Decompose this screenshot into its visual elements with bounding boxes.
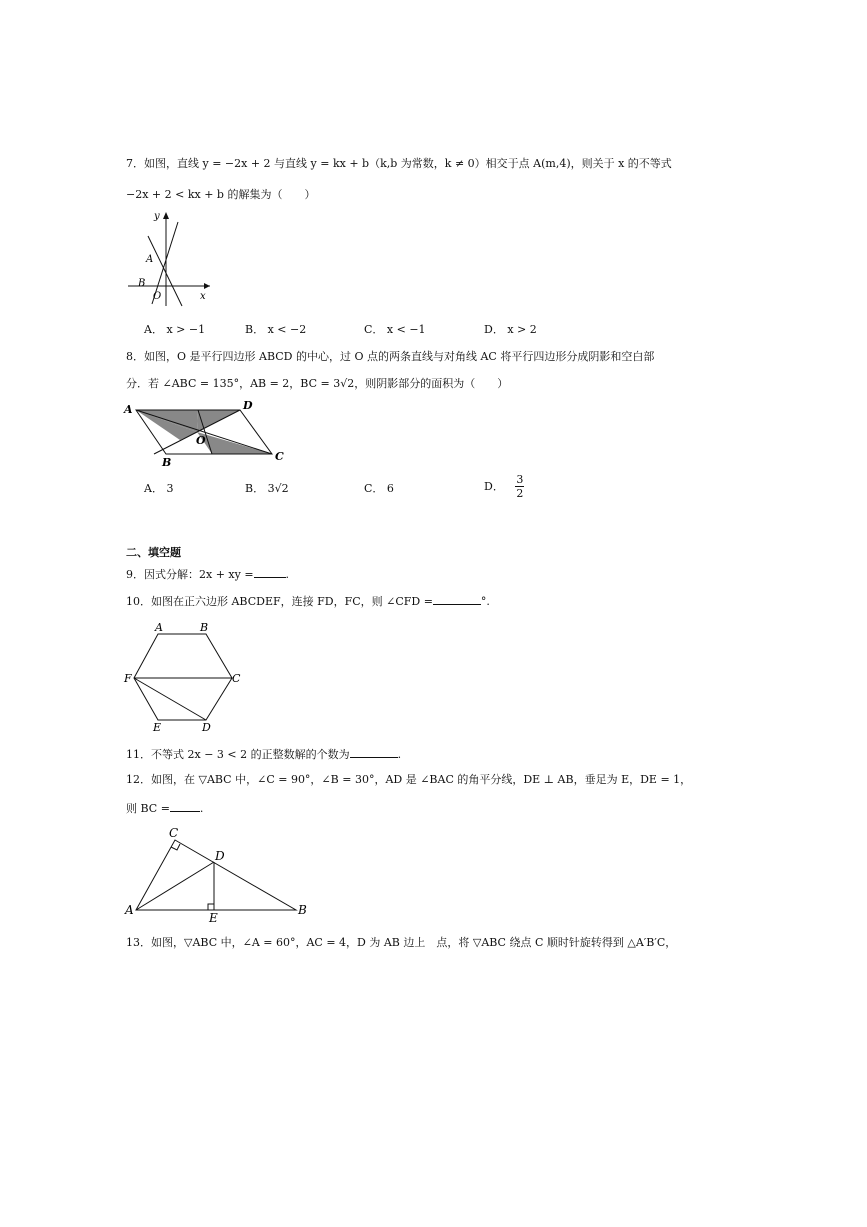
q12-line2 (126, 800, 203, 817)
q12-label-E: E (209, 911, 218, 922)
q7-line1: 7．如图，直线 y = −2x + 2 与直线 y = kx + b（k,b 为常数，k ≠ 0）相交于点 A(m,4)，则关于 x 的不等式 (126, 157, 672, 170)
q10-label-D: D (202, 721, 211, 732)
q12-line1: 12．如图，在 ▽ABC 中，∠C = 90°，∠B = 30°，AD 是 ∠BAC 的角平分线，DE ⊥ AB，垂足为 E，DE = 1， (126, 773, 692, 786)
q12-label-B: B (298, 903, 307, 917)
q12-figure (122, 824, 314, 922)
q7-option-a[interactable]: A． x > −1 (144, 323, 206, 336)
q8-label-O: O (196, 434, 206, 447)
q10-label-B: B (200, 621, 209, 634)
q12-text: 则 BC = (126, 802, 170, 815)
q7-label-A: A (146, 254, 154, 265)
q10-label-E: E (153, 721, 162, 732)
q10-text: 10．如图在正六边形 ABCDEF，连接 FD，FC，则 ∠CFD = (126, 595, 433, 608)
q8-label-A: A (124, 403, 133, 416)
q12-label-D: D (215, 849, 225, 863)
q12-suffix: . (199, 802, 204, 815)
q7-option-b[interactable]: B． x < −2 (245, 323, 307, 336)
q8-option-d-denominator: 2 (516, 487, 524, 500)
q8-option-c[interactable]: C． 6 (364, 482, 394, 495)
q8-line2: 分．若 ∠ABC = 135°，AB = 2，BC = 3√2，则阴影部分的面积为（ ） (126, 377, 509, 390)
q10-label-C: C (232, 672, 241, 685)
q12-answer-blank[interactable] (170, 800, 200, 812)
q8-label-B: B (162, 456, 172, 469)
q8-option-d-numerator: 3 (516, 473, 524, 486)
q8-line1: 8．如图，O 是平行四边形 ABCD 的中心，过 O 点的两条直线与对角线 AC 将平行四边形分成阴影和空白部 (126, 350, 655, 363)
q7-label-B: B (138, 278, 146, 289)
q10-line (126, 593, 490, 610)
section-title-fill-in: 二、填空题 (126, 546, 181, 559)
q12-label-C: C (169, 826, 179, 840)
q9-line (126, 566, 289, 583)
q8-option-d[interactable] (484, 473, 524, 500)
q10-label-F: F (124, 672, 132, 685)
q10-figure (122, 620, 246, 732)
q9-text: 9．因式分解：2x + xy = (126, 568, 254, 581)
q11-suffix: . (397, 748, 402, 761)
q7-figure (126, 208, 216, 308)
q8-figure (122, 398, 294, 470)
q8-option-b[interactable]: B． 3√2 (245, 482, 289, 495)
q12-label-A: A (125, 903, 134, 917)
q11-answer-blank[interactable] (350, 746, 398, 758)
q7-option-d[interactable]: D． x > 2 (484, 323, 537, 336)
q8-option-d-prefix: D． (484, 479, 504, 493)
q9-answer-blank[interactable] (254, 566, 286, 578)
q10-suffix: °. (480, 595, 490, 608)
q11-line (126, 746, 401, 763)
q8-option-a[interactable]: A． 3 (144, 482, 174, 495)
q11-text: 11．不等式 2x − 3 < 2 的正整数解的个数为 (126, 748, 350, 761)
q9-suffix: . (285, 568, 290, 581)
q8-label-C: C (275, 450, 284, 463)
q8-option-d-fraction (515, 473, 524, 500)
q7-option-c[interactable]: C． x < −1 (364, 323, 426, 336)
q7-label-O: O (153, 291, 162, 302)
q7-label-x: x (200, 291, 206, 302)
q10-label-A: A (155, 621, 163, 634)
q13-line1: 13．如图，▽ABC 中，∠A = 60°，AC = 4，D 为 AB 边上 点，将 ▽ABC 绕点 C 顺时针旋转得到 △A′B′C， (126, 936, 677, 949)
q10-answer-blank[interactable] (433, 593, 481, 605)
q7-label-y: y (154, 211, 160, 222)
q8-label-D: D (243, 399, 253, 412)
q7-line2: −2x + 2 < kx + b 的解集为（ ） (126, 188, 316, 201)
